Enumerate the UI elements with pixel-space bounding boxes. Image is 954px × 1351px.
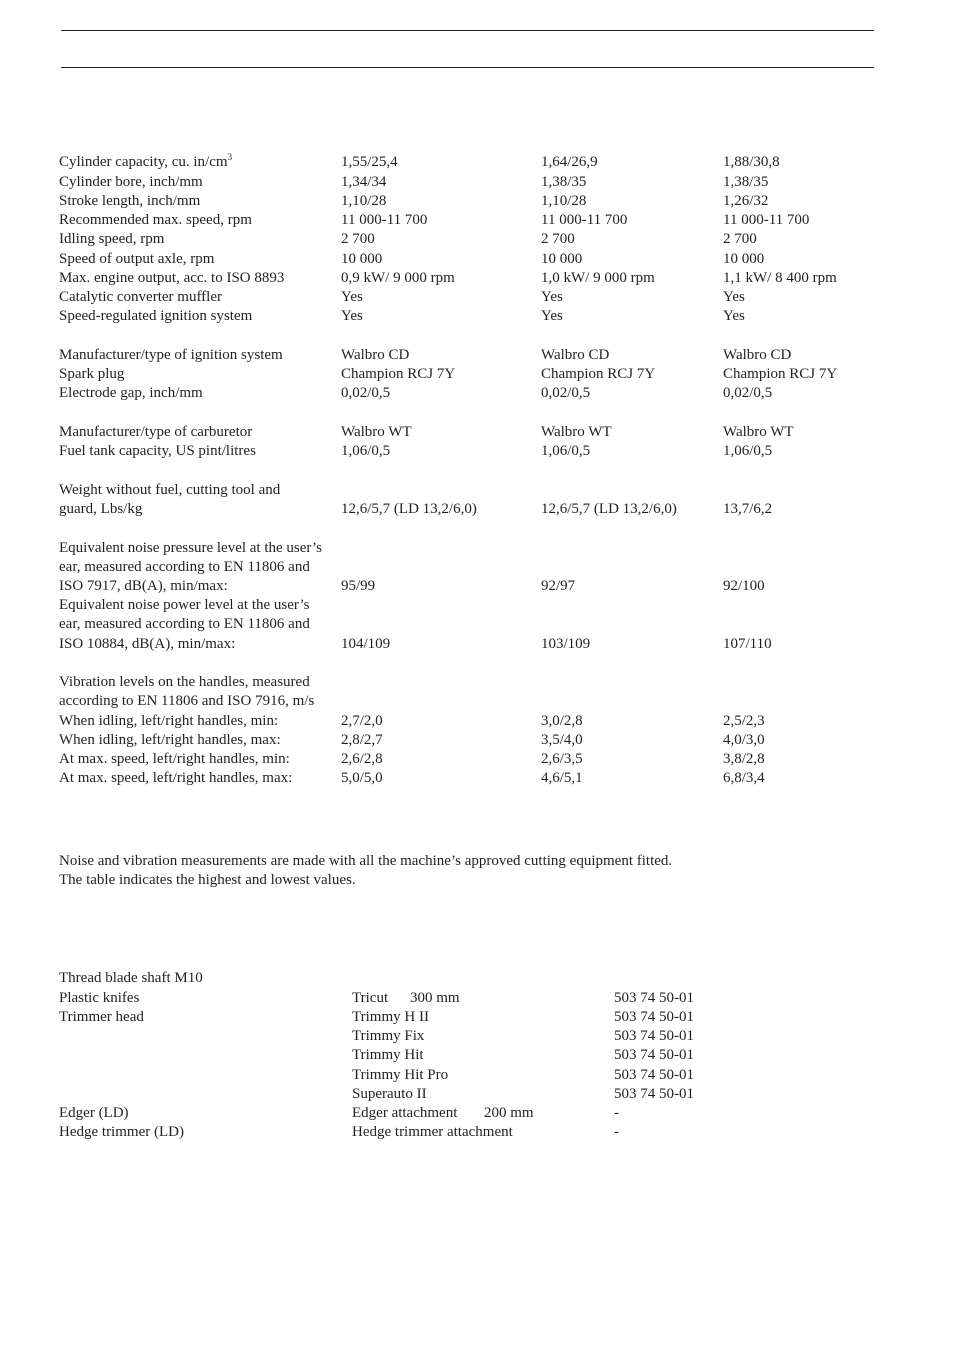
spec-row-spark-plug xyxy=(0,365,954,384)
spec-value-model-1: 95/99 xyxy=(341,578,376,594)
spec-label: guard, Lbs/kg xyxy=(59,501,143,517)
spec-row-cylinder-capacity xyxy=(0,153,954,172)
spec-label: ISO 7917, dB(A), min/max: xyxy=(59,578,228,594)
spec-value-model-1: Yes xyxy=(341,308,363,324)
spec-label: When idling, left/right handles, min: xyxy=(59,713,279,729)
spec-value-model-2: 0,02/0,5 xyxy=(541,385,591,401)
spec-value-model-3: Walbro WT xyxy=(723,424,794,440)
spec-value-model-2: Yes xyxy=(541,289,563,305)
accessory-item: Edger attachment xyxy=(352,1105,458,1121)
accessory-item: Tricut xyxy=(352,989,389,1006)
spec-value-model-1: Champion RCJ 7Y xyxy=(341,366,456,382)
spec-value-model-3: Walbro CD xyxy=(723,347,792,363)
spec-label: according to EN 11806 and ISO 7916, m/s xyxy=(59,693,315,709)
spec-label: ISO 10884, dB(A), min/max: xyxy=(59,636,236,652)
spec-row-ignition-system xyxy=(0,346,954,365)
spec-value-model-3: 1,06/0,5 xyxy=(723,443,773,459)
spec-value-model-3: 10 000 xyxy=(723,250,765,267)
spec-value-model-2: 1,0 kW/ 9 000 rpm xyxy=(541,270,655,286)
spec-value-model-1: Walbro CD xyxy=(341,347,410,363)
spec-value-model-3: 92/100 xyxy=(723,578,765,594)
spec-label: Speed-regulated ignition system xyxy=(59,308,253,324)
spec-row-speed-regulated-ignition xyxy=(0,307,954,326)
spec-value-model-2: 3,0/2,8 xyxy=(541,713,583,729)
spec-row-carburetor xyxy=(0,423,954,442)
accessory-row-trimmy-fix xyxy=(0,1027,954,1046)
spec-value-model-2: 1,10/28 xyxy=(541,193,587,209)
spec-value-model-1: 0,9 kW/ 9 000 rpm xyxy=(341,270,455,286)
spec-value-model-1: 2,8/2,7 xyxy=(341,732,383,748)
spec-value-model-3: Champion RCJ 7Y xyxy=(723,366,838,382)
spec-value-model-1: 1,55/25,4 xyxy=(341,154,398,170)
spec-value-model-3: Yes xyxy=(723,308,745,324)
spec-row-max-engine-output xyxy=(0,269,954,288)
spec-label: Vibration levels on the handles, measured xyxy=(59,674,310,690)
spec-value-model-3: 1,88/30,8 xyxy=(723,154,780,170)
spec-value-model-3: 3,8/2,8 xyxy=(723,751,765,767)
accessory-size: 300 mm xyxy=(410,989,460,1006)
spec-row-max-speed xyxy=(0,211,954,230)
spec-value-model-2: 10 000 xyxy=(541,250,583,267)
spec-label: Equivalent noise pressure level at the user’s xyxy=(59,540,322,556)
accessory-part-number: - xyxy=(614,1124,619,1140)
spec-row-vibration-label-2 xyxy=(0,692,954,711)
spec-row-vibration-label-1 xyxy=(0,673,954,692)
spec-label: ear, measured according to EN 11806 and xyxy=(59,616,310,632)
spec-label: Equivalent noise power level at the user’s xyxy=(59,597,310,613)
spec-value-model-1: 10 000 xyxy=(341,250,383,267)
spec-label: Fuel tank capacity, US pint/litres xyxy=(59,443,256,459)
spec-value-model-2: 1,64/26,9 xyxy=(541,154,598,170)
superscript-3: 3 xyxy=(227,152,233,162)
spec-value-model-2: Walbro WT xyxy=(541,424,612,440)
spec-row-idling-max xyxy=(0,731,954,750)
spec-value-model-1: Walbro WT xyxy=(341,424,412,440)
spec-value-model-2: 1,38/35 xyxy=(541,173,587,190)
spec-label: Electrode gap, inch/mm xyxy=(59,385,203,401)
accessory-row-superauto xyxy=(0,1085,954,1104)
spec-value-model-3: 2,5/2,3 xyxy=(723,713,765,729)
spec-value-model-1: 1,34/34 xyxy=(341,173,387,190)
spec-value-model-1: 1,10/28 xyxy=(341,193,387,209)
spec-value-model-3: Yes xyxy=(723,289,745,305)
accessory-group: Trimmer head xyxy=(59,1009,144,1025)
spec-label: At max. speed, left/right handles, max: xyxy=(59,770,293,786)
spec-label: At max. speed, left/right handles, min: xyxy=(59,751,290,767)
spec-value-model-3: 107/110 xyxy=(723,636,772,652)
spec-row-cylinder-bore xyxy=(0,173,954,192)
top-rule xyxy=(61,30,874,31)
accessory-part-number: 503 74 50-01 xyxy=(614,1066,694,1083)
spec-value-model-2: 2,6/3,5 xyxy=(541,751,583,767)
spec-row-output-axle-speed xyxy=(0,250,954,269)
spec-value-model-2: 4,6/5,1 xyxy=(541,770,583,786)
accessory-part-number: 503 74 50-01 xyxy=(614,1009,694,1025)
spec-value-model-1: 0,02/0,5 xyxy=(341,385,391,401)
spec-label: When idling, left/right handles, max: xyxy=(59,732,281,748)
spec-label: Idling speed, rpm xyxy=(59,231,165,247)
spec-label: Max. engine output, acc. to ISO 8893 xyxy=(59,270,285,286)
spec-row-max-speed-max xyxy=(0,769,954,788)
spec-value-model-2: Yes xyxy=(541,308,563,324)
accessory-row-trimmer-head xyxy=(0,1008,954,1027)
spec-row-weight-label xyxy=(0,481,954,500)
spec-label: ear, measured according to EN 11806 and xyxy=(59,559,310,575)
spec-label: Catalytic converter muffler xyxy=(59,289,222,305)
spec-value-model-3: 4,0/3,0 xyxy=(723,732,765,748)
spec-row-weight xyxy=(0,500,954,519)
spec-row-noise-pressure-label-1 xyxy=(0,539,954,558)
accessory-part-number: 503 74 50-01 xyxy=(614,989,694,1006)
spec-value-model-2: 2 700 xyxy=(541,231,575,247)
spec-row-noise-power xyxy=(0,635,954,654)
spec-value-model-1: Yes xyxy=(341,289,363,305)
accessory-part-number: - xyxy=(614,1105,619,1121)
accessory-group: Hedge trimmer (LD) xyxy=(59,1124,184,1140)
spec-value-model-1: 1,06/0,5 xyxy=(341,443,391,459)
spec-value-model-2: 103/109 xyxy=(541,636,591,652)
accessory-part-number: 503 74 50-01 xyxy=(614,1086,694,1102)
accessory-size: 200 mm xyxy=(484,1105,534,1121)
accessory-item: Trimmy Hit Pro xyxy=(352,1066,449,1083)
accessory-row-trimmy-hit-pro xyxy=(0,1066,954,1085)
spec-label: Speed of output axle, rpm xyxy=(59,250,215,267)
accessory-row-trimmy-hit xyxy=(0,1046,954,1065)
accessory-row-thread-blade-shaft xyxy=(0,969,954,988)
spec-row-max-speed-min xyxy=(0,750,954,769)
spec-label: Cylinder capacity, cu. $in/cm^3$ xyxy=(59,152,233,170)
note-line-2: The table indicates the highest and lowest values. xyxy=(59,872,356,888)
accessory-part-number: 503 74 50-01 xyxy=(614,1028,694,1044)
accessory-item: Superauto II xyxy=(352,1086,427,1102)
spec-value-model-1: 104/109 xyxy=(341,636,391,652)
accessory-group: Thread blade shaft M10 xyxy=(59,970,203,986)
spec-value-model-1: 2,7/2,0 xyxy=(341,713,383,729)
spec-value-model-3: 11 000-11 700 xyxy=(723,212,810,228)
spec-value-model-2: 12,6/5,7 (LD 13,2/6,0) xyxy=(541,501,677,517)
spec-value-model-1: 11 000-11 700 xyxy=(341,212,428,228)
spec-label: Cylinder bore, inch/mm xyxy=(59,173,203,190)
spec-row-stroke-length xyxy=(0,192,954,211)
spec-row-fuel-tank xyxy=(0,442,954,461)
accessory-item: Hedge trimmer attachment xyxy=(352,1124,513,1140)
spec-value-model-2: 3,5/4,0 xyxy=(541,732,583,748)
spec-value-model-1: 12,6/5,7 (LD 13,2/6,0) xyxy=(341,501,477,517)
spec-value-model-3: 1,26/32 xyxy=(723,193,769,209)
accessory-group: Edger (LD) xyxy=(59,1105,129,1121)
spec-label: Recommended max. speed, rpm xyxy=(59,212,252,228)
spec-row-electrode-gap xyxy=(0,384,954,403)
header-rule xyxy=(61,67,874,68)
spec-row-noise-pressure-label-2 xyxy=(0,558,954,577)
spec-value-model-3: 13,7/6,2 xyxy=(723,501,773,517)
spec-value-model-2: 1,06/0,5 xyxy=(541,443,591,459)
spec-label: Manufacturer/type of ignition system xyxy=(59,347,283,363)
spec-value-model-2: 92/97 xyxy=(541,578,576,594)
spec-value-model-3: 6,8/3,4 xyxy=(723,770,765,786)
accessory-part-number: 503 74 50-01 xyxy=(614,1047,694,1063)
accessory-item: Trimmy H II xyxy=(352,1009,429,1025)
spec-value-model-2: Champion RCJ 7Y xyxy=(541,366,656,382)
spec-row-noise-pressure xyxy=(0,577,954,596)
spec-value-model-2: 11 000-11 700 xyxy=(541,212,628,228)
spec-value-model-3: 0,02/0,5 xyxy=(723,385,773,401)
accessory-group: Plastic knifes xyxy=(59,989,140,1006)
spec-row-idling-min xyxy=(0,712,954,731)
spec-label: Weight without fuel, cutting tool and xyxy=(59,482,281,498)
spec-value-model-1: 2 700 xyxy=(341,231,375,247)
spec-value-model-1: 5,0/5,0 xyxy=(341,770,383,786)
accessory-row-hedge-trimmer xyxy=(0,1123,954,1142)
spec-value-model-3: 1,38/35 xyxy=(723,173,769,190)
spec-value-model-3: 2 700 xyxy=(723,231,757,247)
spec-value-model-3: 1,1 kW/ 8 400 rpm xyxy=(723,270,837,286)
accessory-row-plastic-knifes xyxy=(0,989,954,1008)
spec-label: Spark plug xyxy=(59,366,125,382)
spec-label: Stroke length, inch/mm xyxy=(59,193,201,209)
note-line-1: Noise and vibration measurements are made with all the machine’s approved cutting equipment fitted. xyxy=(59,853,673,869)
accessory-row-edger xyxy=(0,1104,954,1123)
spec-row-idling-speed xyxy=(0,230,954,249)
accessory-item: Trimmy Hit xyxy=(352,1047,424,1063)
accessory-item: Trimmy Fix xyxy=(352,1028,425,1044)
spec-value-model-2: Walbro CD xyxy=(541,347,610,363)
spec-row-catalytic-muffler xyxy=(0,288,954,307)
spec-row-noise-power-label-1 xyxy=(0,596,954,615)
spec-value-model-1: 2,6/2,8 xyxy=(341,751,383,767)
spec-label: Manufacturer/type of carburetor xyxy=(59,424,253,440)
spec-row-noise-power-label-2 xyxy=(0,615,954,634)
